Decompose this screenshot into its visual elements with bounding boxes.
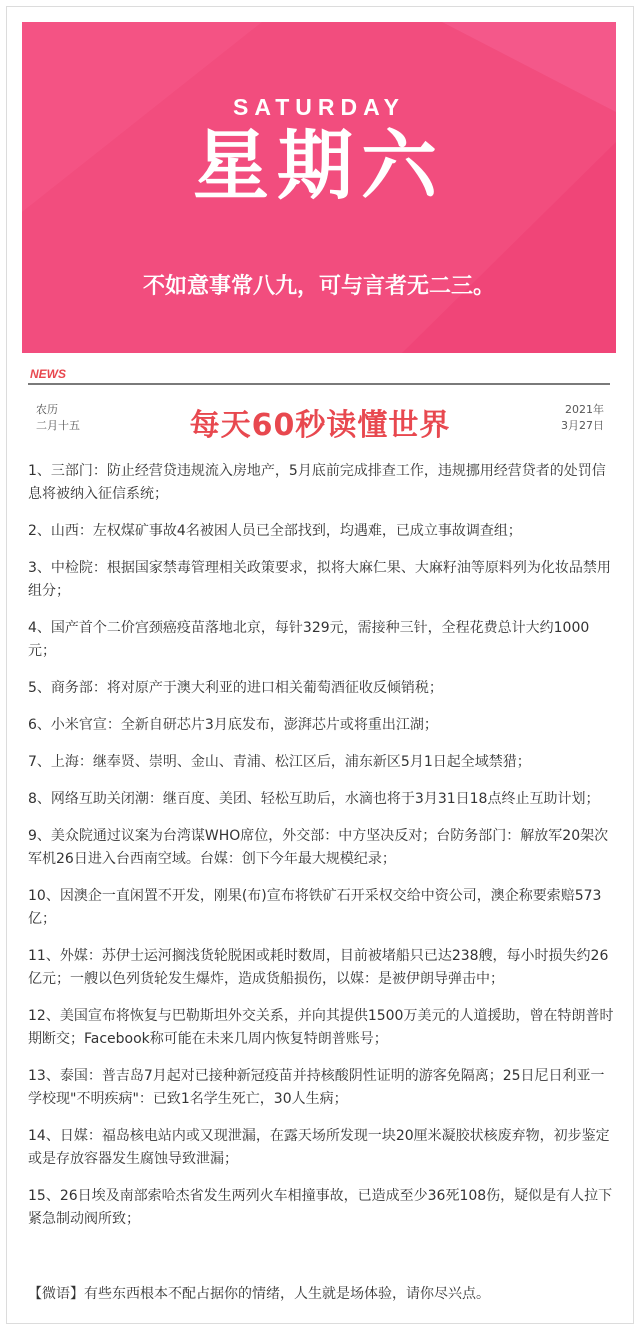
banner-subtitle: 不如意事常八九，可与言者无二三。: [142, 274, 495, 299]
news-item: 5、商务部：将对原产于澳大利亚的进口相关葡萄酒征收反倾销税；: [28, 680, 443, 696]
news-item: 6、小米官宣：全新自研芯片3月底发布，澎湃芯片或将重出江湖；: [28, 717, 438, 733]
news-list: [28, 460, 614, 1245]
news-item: 8、网络互助关闭潮：继百度、美团、轻松互助后，水滴也将于3月31日18点终止互助计划；: [28, 791, 600, 807]
lunar-day: 二月十五: [36, 419, 80, 432]
news-item: 14、日媒：福岛核电站内或又现泄漏，在露天场所发现一块20厘米凝胶状核废弃物，初步鉴定或是存放容器发生腐蚀导致泄漏；: [28, 1128, 610, 1167]
day-chinese: 星期六: [193, 121, 445, 210]
gregorian-date: [561, 402, 604, 434]
news-item: 13、泰国：普吉岛7月起对已接种新冠疫苗并持核酸阴性证明的游客免隔离；25日尼日利亚一学校现"不明疾病"：已致1名学生死亡，30人生病；: [28, 1068, 605, 1107]
news-tag: NEWS: [30, 367, 66, 381]
news-item: 7、上海：继奉贤、崇明、金山、青浦、松江区后，浦东新区5月1日起全域禁猎；: [28, 754, 531, 770]
news-item: 1、三部门：防止经营贷违规流入房地产，5月底前完成排查工作，违规挪用经营贷者的处罚信息将被纳入征信系统；: [28, 463, 606, 502]
header-divider: [28, 383, 610, 385]
news-item: 9、美众院通过议案为台湾谋WHO席位，外交部：中方坚决反对；台防务部门：解放军20架次军机26日进入台西南空域。台媒：创下今年最大规模纪录；: [28, 828, 609, 867]
day-banner: [22, 22, 616, 353]
news-item: 15、26日埃及南部索哈杰省发生两列火车相撞事故，已造成至少36死108伤，疑似是有人拉下紧急制动阀所致；: [28, 1188, 613, 1227]
news-item: 12、美国宣布将恢复与巴勒斯坦外交关系，并向其提供1500万美元的人道援助，曾在特朗普时期断交；Facebook称可能在未来几周内恢复特朗普账号；: [28, 1008, 614, 1047]
news-item: 2、山西：左权煤矿事故4名被困人员已全部找到，均遇难，已成立事故调查组；: [28, 523, 522, 539]
news-item: 4、国产首个二价宫颈癌疫苗落地北京，每针329元，需接种三针，全程花费总计大约1000元；: [28, 620, 590, 659]
news-item: 10、因澳企一直闲置不开发，刚果(布)宣布将铁矿石开采权交给中资公司，澳企称要索赔573亿；: [28, 888, 602, 927]
day-english: SATURDAY: [233, 94, 405, 120]
lunar-label: 农历: [36, 403, 58, 416]
date-month-day: 3月27日: [561, 419, 604, 432]
news-item: 11、外媒：苏伊士运河搁浅货轮脱困或耗时数周，目前被堵船只已达238艘，每小时损失约26亿元；一艘以色列货轮发生爆炸，造成货船损伤，以媒：是被伊朗导弹击中；: [28, 948, 609, 987]
page-title: 每天60秒读懂世界: [189, 408, 451, 443]
date-year: 2021年: [565, 403, 604, 416]
news-item: 3、中检院：根据国家禁毒管理相关政策要求，拟将大麻仁果、大麻籽油等原料列为化妆品禁用组分；: [28, 560, 611, 599]
daily-quote: 【微语】有些东西根本不配占据你的情绪，人生就是场体验，请你尽兴点。: [28, 1286, 490, 1302]
